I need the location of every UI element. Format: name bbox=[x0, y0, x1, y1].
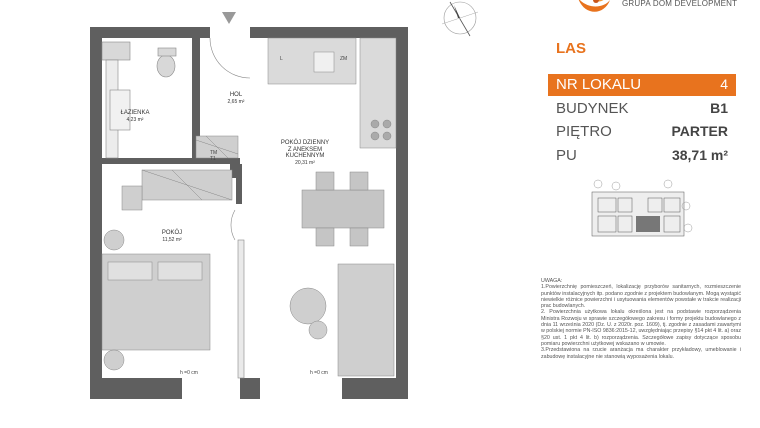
info-row-pietro bbox=[548, 121, 736, 143]
floor-plan bbox=[80, 0, 420, 420]
brand-name: GRUPA DOM DEVELOPMENT bbox=[622, 0, 738, 8]
notes-title: UWAGA: bbox=[541, 278, 563, 284]
info-value: 38,71 m² bbox=[671, 147, 728, 163]
kitchen-counter bbox=[268, 38, 396, 148]
note-3: 3.Przedstawiona na rzucie aranżacja ma charakter przykładowy, umeblowanie i zabudowę instalacyjne nie stanowią wyposażenia lokalu. bbox=[541, 347, 741, 360]
wardrobe bbox=[142, 170, 232, 200]
room-pokoj: POKÓJ 11,52 m² bbox=[161, 230, 183, 243]
building-minimap bbox=[588, 178, 694, 246]
notes bbox=[541, 278, 741, 360]
dining-set bbox=[302, 172, 384, 246]
label-l: L bbox=[280, 56, 283, 62]
estate-name: LAS bbox=[556, 40, 586, 57]
info-row-lokal bbox=[548, 74, 736, 96]
living-furniture bbox=[290, 264, 394, 376]
room-hol: HOL 2,65 m² bbox=[227, 92, 245, 105]
threshold-right: h =0 cm bbox=[310, 370, 328, 376]
bathroom-fixtures bbox=[102, 42, 176, 158]
entrance-marker bbox=[222, 12, 236, 24]
info-value: PARTER bbox=[671, 123, 728, 139]
info-value: B1 bbox=[710, 100, 728, 116]
info-row-pu bbox=[548, 145, 736, 167]
info-row-budynek bbox=[548, 98, 736, 120]
brand-logo-icon bbox=[574, 0, 614, 16]
info-label: BUDYNEK bbox=[556, 100, 629, 117]
info-value: 4 bbox=[720, 76, 728, 92]
compass-icon bbox=[436, 0, 484, 42]
info-label: PIĘTRO bbox=[556, 123, 612, 140]
note-1: 1.Powierzchnię pomieszczeń, lokalizację przyborów sanitarnych, rozmieszczenie punktów instalacyjnych itp. podano zgodnie z projektem budowlanym. Mogą wystąpić niewielkie różnice powierzchni i usytuowania elementów powstałe w trakcie realizacji prac budowlanych. bbox=[541, 284, 741, 310]
bedroom-furniture bbox=[102, 186, 210, 370]
info-label: PU bbox=[556, 147, 577, 164]
label-zm: ZM bbox=[340, 56, 348, 62]
apartment-highlight bbox=[636, 216, 660, 232]
room-lazienka: ŁAZIENKA 4,23 m² bbox=[120, 110, 150, 123]
label-tm-sub: T1 bbox=[210, 156, 216, 162]
note-2: 2. Powierzchnia użytkowa lokalu określona jest na podstawie rozporządzenia Ministra Rozwoju w sprawie szczegółowego zakresu i formy projektu budowlanego z dnia 11 września 2020 (Dz. U. z 2020r. poz. 1609), tj. zgodnie z zasadami zawartymi w polskiej normie PN-ISO 9836:2015-12, uwzględniając przepisy §14 pkt 4 lit. a) oraz §20 ust. 1 pkt 4 lit. b) rozporządzenia. Szczegółowe zapisy dotyczące sposobu pomiaru powierzchni użytkowej wskazano w umowie. bbox=[541, 309, 741, 347]
doors bbox=[210, 38, 250, 378]
room-pokoj-dzienny: POKÓJ DZIENNY Z ANEKSEM KUCHENNYM 20,31 m² bbox=[280, 140, 330, 166]
label-tm: TM bbox=[210, 150, 218, 156]
threshold-left: h =0 cm bbox=[180, 370, 198, 376]
info-label: NR LOKALU bbox=[556, 76, 642, 93]
